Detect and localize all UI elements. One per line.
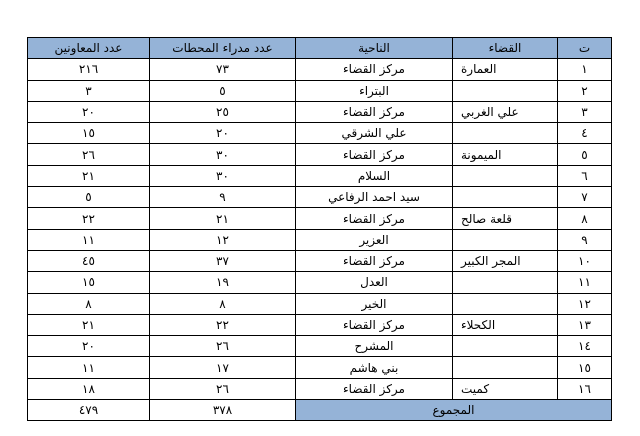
row-number: ١٢ <box>558 293 612 314</box>
row-number: ١١ <box>558 272 612 293</box>
row-qada <box>453 229 558 250</box>
row-number: ٩ <box>558 229 612 250</box>
totals-label: المجموع <box>296 400 612 421</box>
row-nahiya: مركز القضاء <box>296 250 453 271</box>
totals-row <box>28 400 612 421</box>
row-station-managers: ١٢ <box>150 229 296 250</box>
table-row <box>28 357 612 378</box>
row-nahiya: مركز القضاء <box>296 378 453 399</box>
header-qada: القضاء <box>453 38 558 59</box>
row-qada <box>453 187 558 208</box>
row-number: ٣ <box>558 101 612 122</box>
row-qada: العمارة <box>453 59 558 80</box>
row-number: ١٣ <box>558 314 612 335</box>
table-row <box>28 378 612 399</box>
row-number: ٦ <box>558 165 612 186</box>
row-number: ١٤ <box>558 336 612 357</box>
row-nahiya: العدل <box>296 272 453 293</box>
row-station-managers: ١٧ <box>150 357 296 378</box>
table-row <box>28 101 612 122</box>
row-number: ١٦ <box>558 378 612 399</box>
row-assistants: ٢٠ <box>28 101 150 122</box>
row-station-managers: ٢٦ <box>150 378 296 399</box>
row-assistants: ٣ <box>28 80 150 101</box>
row-assistants: ١٥ <box>28 123 150 144</box>
row-nahiya: البتراء <box>296 80 453 101</box>
row-qada <box>453 357 558 378</box>
row-station-managers: ١٩ <box>150 272 296 293</box>
row-qada <box>453 80 558 101</box>
row-station-managers: ٩ <box>150 187 296 208</box>
row-nahiya: بني هاشم <box>296 357 453 378</box>
row-station-managers: ٣٠ <box>150 144 296 165</box>
row-nahiya: علي الشرقي <box>296 123 453 144</box>
row-assistants: ٥ <box>28 187 150 208</box>
row-qada <box>453 293 558 314</box>
table-row <box>28 229 612 250</box>
row-number: ١٠ <box>558 250 612 271</box>
table-row <box>28 80 612 101</box>
row-assistants: ١٥ <box>28 272 150 293</box>
row-assistants: ١٨ <box>28 378 150 399</box>
row-nahiya: مركز القضاء <box>296 144 453 165</box>
table-row <box>28 59 612 80</box>
header-assistants: عدد المعاونين <box>28 38 150 59</box>
row-nahiya: المشرح <box>296 336 453 357</box>
row-station-managers: ٥ <box>150 80 296 101</box>
row-assistants: ١١ <box>28 229 150 250</box>
row-qada: المجر الكبير <box>453 250 558 271</box>
row-qada <box>453 272 558 293</box>
table-row <box>28 208 612 229</box>
row-station-managers: ٢٠ <box>150 123 296 144</box>
row-number: ٨ <box>558 208 612 229</box>
totals-assistants: ٤٧٩ <box>28 400 150 421</box>
table-row <box>28 187 612 208</box>
table-row <box>28 314 612 335</box>
row-station-managers: ٢٢ <box>150 314 296 335</box>
row-assistants: ٨ <box>28 293 150 314</box>
row-qada: كميت <box>453 378 558 399</box>
row-assistants: ٢٦ <box>28 144 150 165</box>
row-number: ٤ <box>558 123 612 144</box>
row-assistants: ٢١ <box>28 165 150 186</box>
row-station-managers: ٧٣ <box>150 59 296 80</box>
row-nahiya: مركز القضاء <box>296 101 453 122</box>
row-station-managers: ٨ <box>150 293 296 314</box>
row-nahiya: مركز القضاء <box>296 208 453 229</box>
header-nahiya: الناحية <box>296 38 453 59</box>
stations-table <box>27 37 612 421</box>
table-row <box>28 336 612 357</box>
row-qada: علي الغربي <box>453 101 558 122</box>
row-qada: الميمونة <box>453 144 558 165</box>
row-number: ٧ <box>558 187 612 208</box>
row-assistants: ١١ <box>28 357 150 378</box>
header-t: ت <box>558 38 612 59</box>
row-station-managers: ٢١ <box>150 208 296 229</box>
row-assistants: ٢٠ <box>28 336 150 357</box>
row-assistants: ٢١ <box>28 314 150 335</box>
row-nahiya: مركز القضاء <box>296 59 453 80</box>
header-station-managers: عدد مدراء المحطات <box>150 38 296 59</box>
row-nahiya: العزير <box>296 229 453 250</box>
table-body <box>28 59 612 400</box>
table-row <box>28 165 612 186</box>
row-station-managers: ٣٧ <box>150 250 296 271</box>
row-station-managers: ٣٠ <box>150 165 296 186</box>
row-station-managers: ٢٥ <box>150 101 296 122</box>
row-number: ١ <box>558 59 612 80</box>
row-number: ٢ <box>558 80 612 101</box>
row-qada: قلعة صالح <box>453 208 558 229</box>
stations-table-container <box>27 37 611 421</box>
table-row <box>28 272 612 293</box>
table-row <box>28 144 612 165</box>
row-number: ٥ <box>558 144 612 165</box>
row-assistants: ٤٥ <box>28 250 150 271</box>
row-qada: الكحلاء <box>453 314 558 335</box>
table-row <box>28 123 612 144</box>
row-assistants: ٢١٦ <box>28 59 150 80</box>
row-nahiya: السلام <box>296 165 453 186</box>
table-row <box>28 293 612 314</box>
totals-managers: ٣٧٨ <box>150 400 296 421</box>
row-nahiya: الخير <box>296 293 453 314</box>
row-qada <box>453 165 558 186</box>
row-qada <box>453 123 558 144</box>
header-row <box>28 38 612 59</box>
row-station-managers: ٢٦ <box>150 336 296 357</box>
table-row <box>28 250 612 271</box>
row-nahiya: سيد احمد الرفاعي <box>296 187 453 208</box>
row-nahiya: مركز القضاء <box>296 314 453 335</box>
row-number: ١٥ <box>558 357 612 378</box>
row-assistants: ٢٢ <box>28 208 150 229</box>
row-qada <box>453 336 558 357</box>
